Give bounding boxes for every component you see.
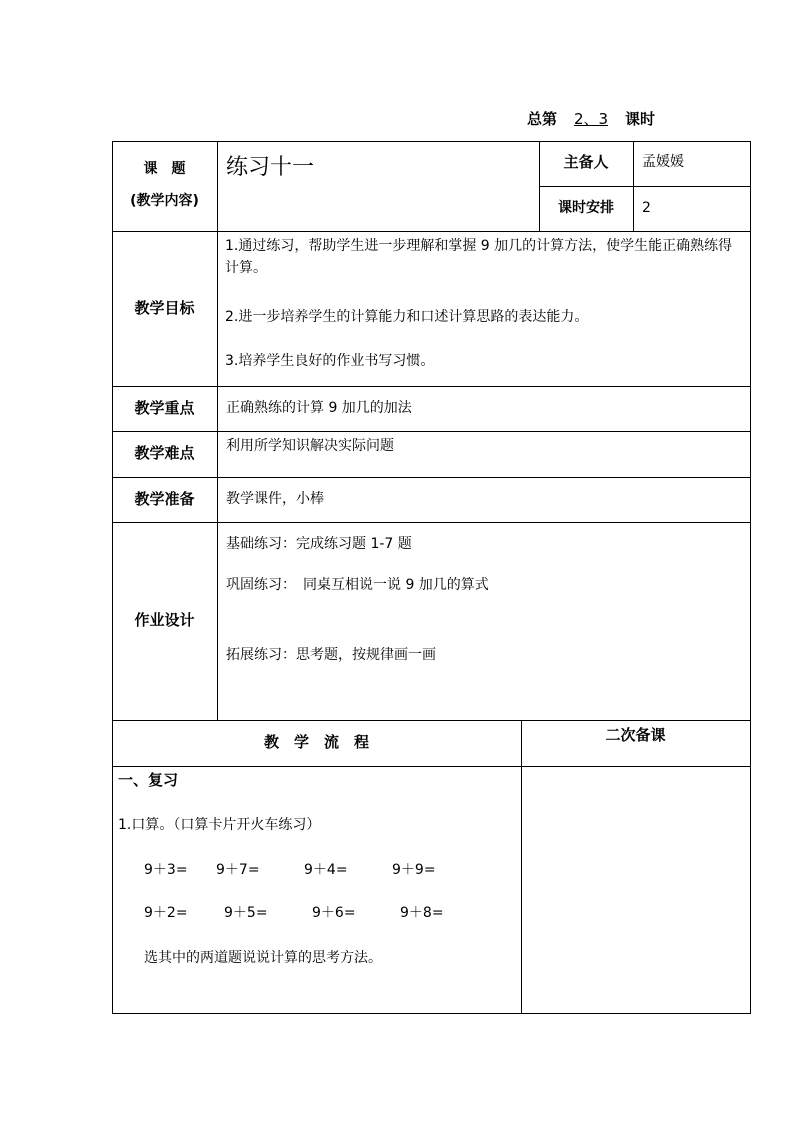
table-border-left [112,141,113,1014]
hours-label: 课时安排 [558,200,614,216]
key-points-value: 正确熟练的计算 9 加几的加法 [226,400,412,416]
table-line [521,720,522,1014]
homework-item: 拓展练习：思考题，按规律画一画 [226,647,436,663]
table-line [112,720,751,721]
method-note: 选其中的两道题说说计算的思考方法。 [144,950,382,966]
topic-label: 课 题 [143,161,186,177]
homework-item: 基础练习：完成练习题 1-7 题 [226,536,412,552]
hours-value: 2 [642,200,651,216]
goal-item: 3.培养学生良好的作业书写习惯。 [225,353,435,369]
calc-exercise: 9＋6= [312,905,356,921]
homework-item: 巩固练习： 同桌互相说一说 9 加几的算式 [226,577,489,593]
table-border-top [112,141,751,142]
difficulties-label: 教学难点 [134,444,195,462]
difficulties-value: 利用所学知识解决实际问题 [226,438,394,454]
teaching-flow-title: 教 学 流 程 [263,733,369,751]
table-line [217,141,218,721]
calc-exercise: 9＋9= [392,862,436,878]
topic-label-sub: (教学内容) [130,193,199,209]
goals-label: 教学目标 [134,299,195,317]
table-line [112,431,751,432]
header-prefix: 总第 [527,110,558,128]
oral-calc-item: 1.口算。（口算卡片开火车练习） [118,817,321,833]
calc-exercise: 9＋5= [224,905,268,921]
calc-exercise: 9＋2= [144,905,188,921]
table-line [112,386,751,387]
table-line [112,766,751,767]
header-suffix: 课时 [625,110,656,128]
table-line [633,141,634,232]
calc-exercise: 9＋3= [144,862,188,878]
table-line [539,186,751,187]
homework-label: 作业设计 [134,611,195,629]
preparation-value: 教学课件，小棒 [226,491,324,507]
review-section-title: 一、复习 [118,771,179,789]
calc-exercise: 9＋8= [400,905,444,921]
calc-exercise: 9＋4= [304,862,348,878]
lesson-period-header [527,108,655,129]
topic-value: 练习十一 [226,155,315,180]
preparer-value: 孟媛媛 [642,154,684,170]
table-border-bottom [112,1013,751,1014]
table-border-right [750,141,751,1014]
table-line [112,477,751,478]
calc-exercise: 9＋7= [216,862,260,878]
header-period: 2、3 [573,110,609,128]
preparer-label: 主备人 [563,153,609,171]
preparation-label: 教学准备 [134,490,195,508]
key-points-label: 教学重点 [134,399,195,417]
table-line [112,231,751,232]
goal-item: 1.通过练习，帮助学生进一步理解和掌握 9 加几的计算方法，使学生能正确熟练得计算。 [225,238,733,276]
second-prep-title: 二次备课 [605,726,666,744]
goal-item: 2.进一步培养学生的计算能力和口述计算思路的表达能力。 [225,309,589,325]
table-line [112,522,751,523]
